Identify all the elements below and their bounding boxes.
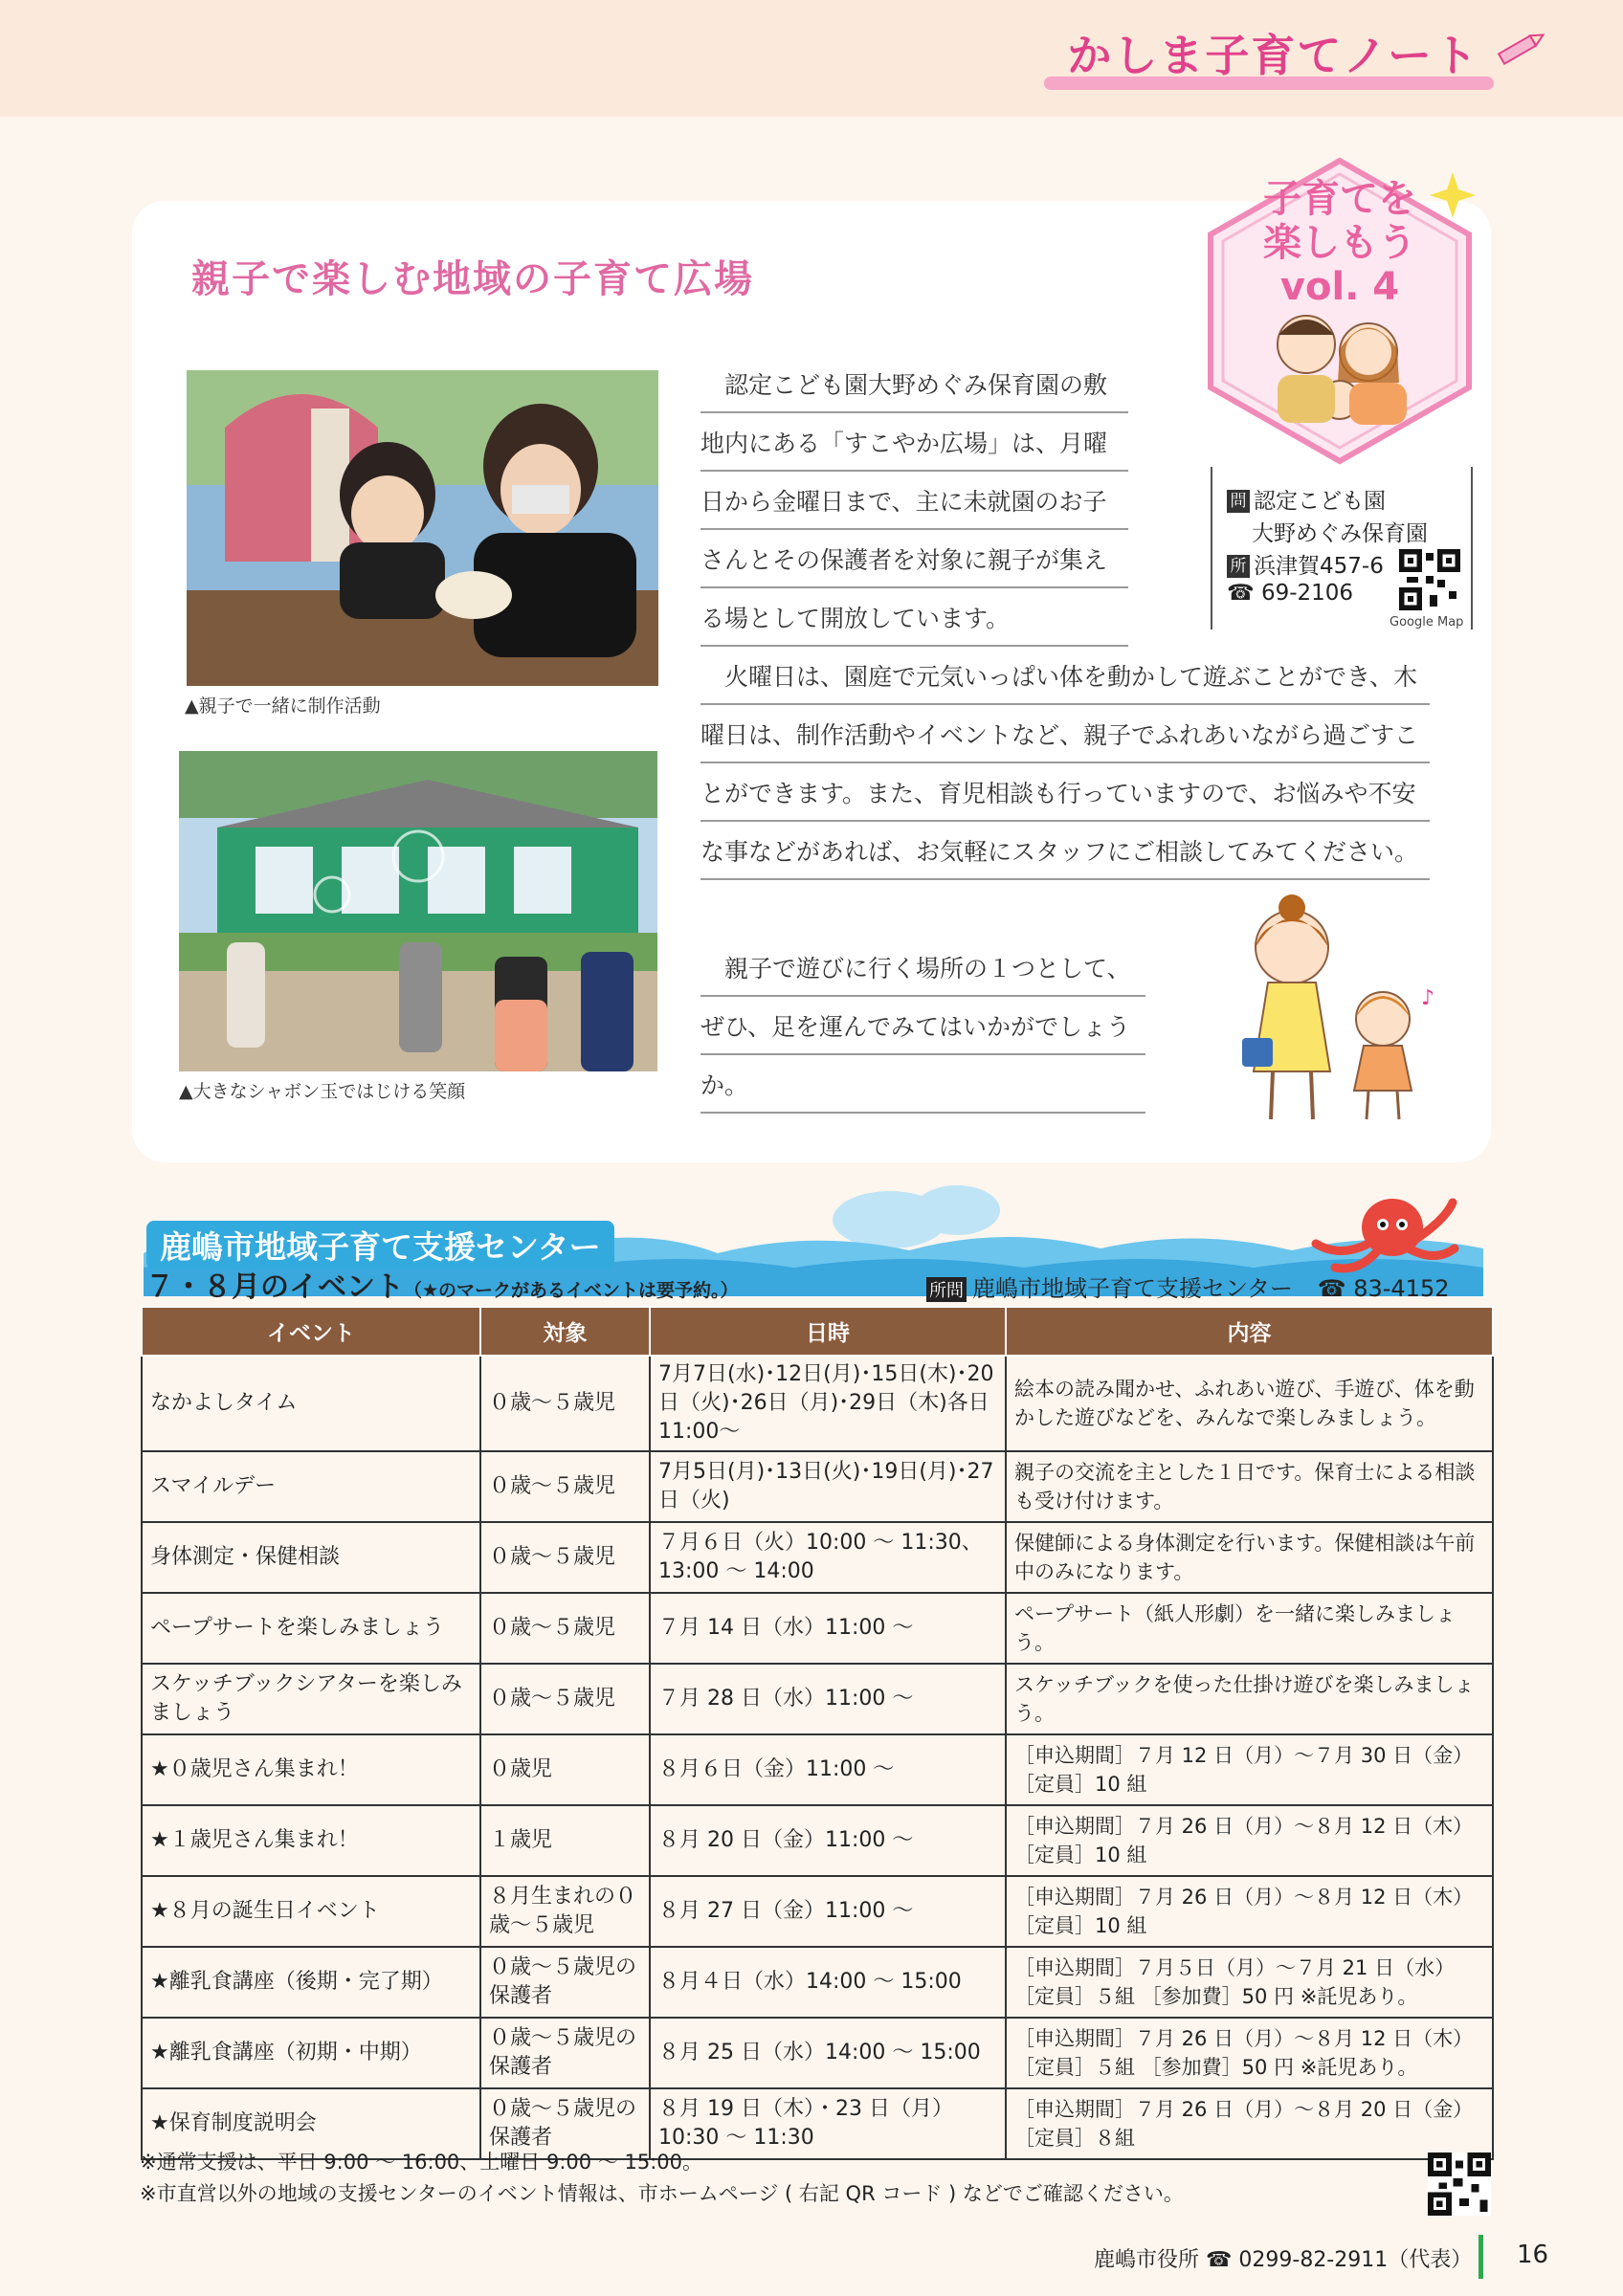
city-office-contact: 鹿嶋市役所 ☎ 0299-82-2911（代表） (1094, 2248, 1473, 2272)
feature-paragraph-3: 親子で遊びに行く場所の１つとして、ぜひ、足を運んでみてはいかがでしょうか。 (700, 939, 1145, 1115)
support-center-title: 鹿嶋市地域子育て支援センター (146, 1221, 614, 1269)
photo-caption-2: ▲大きなシャボン玉ではじける笑顔 (179, 1081, 466, 1102)
event-name: ★０歳児さん集まれ！ (142, 1734, 480, 1805)
event-name: スケッチブックシアターを楽しみましょう (142, 1664, 480, 1734)
inquiry-mark-icon: 問 (1227, 490, 1250, 513)
events-table (141, 1306, 1494, 2160)
event-name: スマイルデー (142, 1451, 480, 1522)
info-address-line (1227, 548, 1384, 580)
reservation-note: （★のマークがあるイベントは要予約。） (404, 1280, 739, 1301)
header-datetime: 日時 (650, 1307, 1006, 1356)
info-phone-line (1227, 581, 1353, 606)
badge-text (1220, 177, 1459, 309)
phone-icon: ☎ (1227, 581, 1255, 606)
event-datetime: ８月６日（金）11:00 ～ (650, 1734, 1006, 1805)
contact-phone: ☎ 83-4152 (1317, 1275, 1450, 1302)
month-title (145, 1263, 739, 1305)
event-datetime: ７月６日（火）10:00 ～ 11:30、13:00 ～ 14:00 (650, 1522, 1006, 1593)
event-datetime: ７月 28 日（水）11:00 ～ (650, 1664, 1006, 1734)
header-content: 内容 (1006, 1307, 1493, 1356)
event-target: ０歳～５歳児 (480, 1593, 650, 1664)
event-target: ０歳～５歳児の保護者 (480, 1947, 650, 2018)
table-row (142, 1593, 1493, 1664)
event-content: ペープサート（紙人形劇）を一緒に楽しみましょう。 (1006, 1593, 1493, 1664)
badge-line-1: 子育てを (1263, 177, 1416, 221)
section-title: 親子で楽しむ地域の子育て広場 (191, 257, 754, 301)
octopus-icon (1301, 1191, 1464, 1277)
feature-paragraph-2: 火曜日は、園庭で元気いっぱい体を動かして遊ぶことができ、木曜日は、制作活動やイベントなど、親子でふれあいながら過ごすことができます。また、育児相談も行っていますので、お悩みや不安な事などがあれば、お気軽にスタッフにご相談してみてください。 (700, 648, 1430, 881)
event-name: ★離乳食講座（後期・完了期） (142, 1947, 480, 2018)
photo-caption-1: ▲親子で一緒に制作活動 (185, 695, 381, 717)
event-target: ０歳～５歳児の保護者 (480, 2018, 650, 2088)
event-datetime: ８月 25 日（水）14:00 ～ 15:00 (650, 2018, 1006, 2088)
event-name: ★保育制度説明会 (142, 2088, 480, 2159)
table-row (142, 1356, 1493, 1451)
table-row (142, 1734, 1493, 1805)
info-name-line-2: 大野めぐみ保育園 (1252, 521, 1428, 546)
badge-line-3: vol. 4 (1279, 265, 1400, 309)
event-content: 親子の交流を主とした１日です。保育士による相談も受け付けます。 (1006, 1451, 1493, 1522)
event-content: ［申込期間］７月 12 日（月）～７月 30 日（金）［定員］10 組 (1006, 1734, 1493, 1805)
month-title-main: ７・８月のイベント (145, 1270, 404, 1304)
event-target: ０歳児 (480, 1734, 650, 1805)
info-phone: 69-2106 (1260, 581, 1354, 606)
event-datetime: 7月7日(水)･12日(月)･15日(木)･20日（火)･26日（月)･29日（木)各日11:00～ (650, 1356, 1006, 1451)
event-target: ０歳～５歳児の保護者 (480, 2088, 650, 2159)
brand-title: かしま子育てノート (1067, 30, 1479, 81)
event-target: ０歳～５歳児 (480, 1451, 650, 1522)
pencil-icon (1493, 29, 1548, 67)
qr-code-city-website[interactable] (1428, 2152, 1491, 2216)
page-number: 16 (1517, 2241, 1549, 2269)
event-datetime: ８月 27 日（金）11:00 ～ (650, 1876, 1006, 1947)
event-target: ８月生まれの０歳～５歳児 (480, 1876, 650, 1947)
footnote-other-centers: ※市直営以外の地域の支援センターのイベント情報は、市ホームページ ( 右記 QR コード ) などでご確認ください。 (140, 2182, 1184, 2205)
header-target: 対象 (480, 1307, 650, 1356)
event-content: 保健師による身体測定を行います。保健相談は午前中のみになります。 (1006, 1522, 1493, 1593)
event-target: １歳児 (480, 1805, 650, 1876)
event-name: ペープサートを楽しみましょう (142, 1593, 480, 1664)
event-content: ［申込期間］７月５日（月）～７月 21 日（水）［定員］５組 ［参加費］50 円 ※託児あり。 (1006, 1947, 1493, 2018)
event-datetime: ７月 14 日（水）11:00 ～ (650, 1593, 1006, 1664)
event-name: ★１歳児さん集まれ！ (142, 1805, 480, 1876)
event-target: ０歳～５歳児 (480, 1356, 650, 1451)
info-name-line-1 (1227, 483, 1386, 515)
events-contact (926, 1269, 1450, 1303)
address-mark-icon: 所 (1227, 555, 1250, 578)
header-event: イベント (142, 1307, 480, 1356)
event-datetime: ８月 19 日（木）・23 日（月）10:30 ～ 11:30 (650, 2088, 1006, 2159)
event-content: ［申込期間］７月 26 日（月）～８月 12 日（木）［定員］５組 ［参加費］50 円 ※託児あり。 (1006, 2018, 1493, 2088)
svg-text:♪: ♪ (1421, 986, 1435, 1010)
table-row (142, 1876, 1493, 1947)
event-datetime: ８月 20 日（金）11:00 ～ (650, 1805, 1006, 1876)
table-row (142, 1451, 1493, 1522)
table-header-row (142, 1307, 1493, 1356)
event-content: 絵本の読み聞かせ、ふれあい遊び、手遊び、体を動かした遊びなどを、みんなで楽しみましょう。 (1006, 1356, 1493, 1451)
event-name: 身体測定・保健相談 (142, 1522, 480, 1593)
info-address: 浜津賀457-6 (1254, 554, 1384, 579)
table-row (142, 1805, 1493, 1876)
event-name: ★８月の誕生日イベント (142, 1876, 480, 1947)
qr-code-google-map[interactable] (1399, 549, 1460, 610)
table-row (142, 1522, 1493, 1593)
info-name-1: 認定こども園 (1254, 489, 1386, 514)
table-row (142, 1947, 1493, 2018)
event-target: ０歳～５歳児 (480, 1522, 650, 1593)
table-row (142, 1664, 1493, 1734)
qr-label: Google Map (1390, 615, 1464, 629)
event-datetime: 7月5日(月)･13日(火)･19日(月)･27日（火) (650, 1451, 1006, 1522)
address-inquiry-mark-icon: 所問 (926, 1277, 967, 1302)
photo-soap-bubbles (179, 751, 657, 1071)
event-content: ［申込期間］７月 26 日（月）～８月 12 日（木）［定員］10 組 (1006, 1876, 1493, 1947)
photo-craft-activity (187, 370, 658, 686)
footer-divider (1478, 2235, 1483, 2279)
event-content: ［申込期間］７月 26 日（月）～８月 12 日（木）［定員］10 組 (1006, 1805, 1493, 1876)
event-target: ０歳～５歳児 (480, 1664, 650, 1734)
event-name: なかよしタイム (142, 1356, 480, 1451)
feature-paragraph-1: 認定こども園大野めぐみ保育園の敷地内にある「すこやか広場」は、月曜日から金曜日まで、主に未就園のお子さんとその保護者を対象に親子が集える場として開放しています。 (700, 356, 1128, 648)
event-datetime: ８月４日（水）14:00 ～ 15:00 (650, 1947, 1006, 2018)
footnote-hours: ※通常支援は、平日 9:00 ～ 16:00、土曜日 9:00 ～ 15:00。 (140, 2151, 702, 2174)
contact-name: 鹿嶋市地域子育て支援センター (972, 1275, 1294, 1302)
mother-child-illustration-icon (1215, 894, 1455, 1129)
badge-line-2: 楽しもう (1263, 221, 1416, 265)
table-row (142, 2018, 1493, 2088)
event-content: スケッチブックを使った仕掛け遊びを楽しみましょう。 (1006, 1664, 1493, 1734)
event-content: ［申込期間］７月 26 日（月）～８月 20 日（金）［定員］８組 (1006, 2088, 1493, 2159)
event-name: ★離乳食講座（初期・中期） (142, 2018, 480, 2088)
